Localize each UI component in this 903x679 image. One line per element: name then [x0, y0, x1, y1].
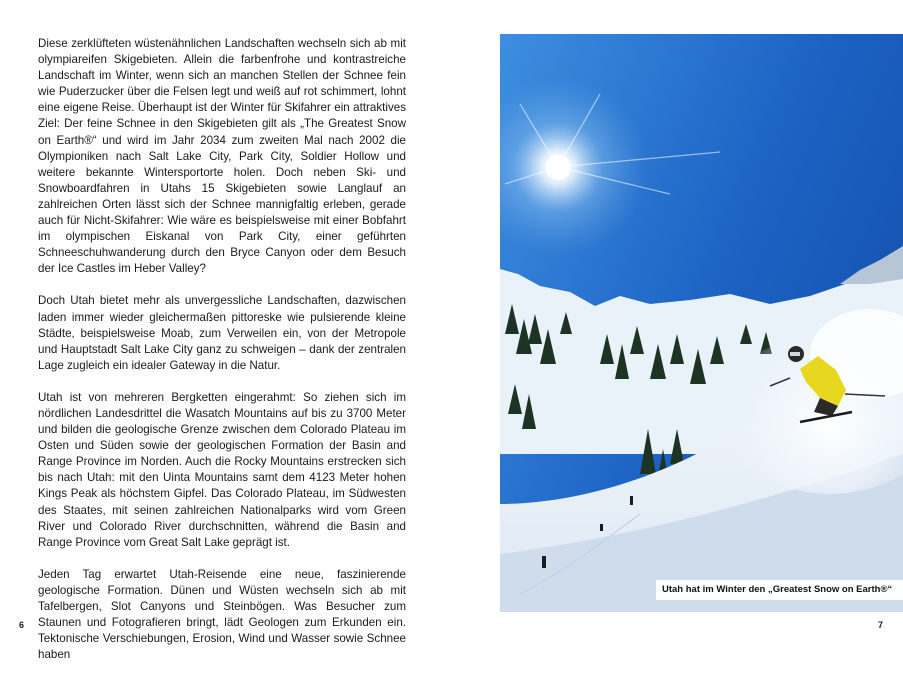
- photo-caption: Utah hat im Winter den „Greatest Snow on Earth®“: [656, 580, 903, 600]
- paragraph-3: Utah ist von mehreren Bergketten eingerahmt: So ziehen sich im nördlichen Landesdrittel die Wasatch Mountains auf bis zu 3700 Meter und bilden die geologische Grenze zwischen dem Colorado Plateau im Osten und Süden sowie der geologischen Formation der Basin and Range Province im Norden. Auch die Rocky Mountains erstrecken sich bis nach Utah: mit den Uinta Mountains samt dem 4123 Meter hohen Kings Peak als höchstem Gipfel. Das Colorado Plateau, im Südwesten des Staates, mit seinen zahlreichen Nationalparks wird vom Green River und Colorado River durchschnitten, während die Basin and Range Province vom Great Salt Lake geprägt ist.: [38, 390, 406, 549]
- paragraph-4: Jeden Tag erwartet Utah-Reisende eine neue, faszinierende geologische Formation. Dünen und Wüsten wechseln sich ab mit Tafelbergen, Slot Canyons und Steinbögen. Was Besucher zum Staunen und Fotografieren bringt, lädt Geologen zum Erkunden ein. Tektonische Verschiebungen, Erosion, Wind und Wasser sowie Schnee haben: [38, 567, 406, 662]
- paragraph-1: Diese zerklüfteten wüstenähnlichen Landschaften wechseln sich ab mit olympiareifen Skigebieten. Allein die farbenfrohe und kontrastreiche Landschaft im Winter, wenn sich an manchen Stellen der Schnee fein wie Puderzucker über die Felsen legt und weiß auf rot schimmert, lohnt eine eigene Reise. Überhaupt ist der Winter für Skifahrer ein attraktives Ziel: Der feine Schnee in den Skigebieten gilt als „The Greatest Snow on Earth®“ und wird im Jahr 2034 zum zweiten Mal nach 2002 die Olympioniken nach Salt Lake City, Park City, Soldier Hollow und weitere bekannte Wintersportorte holen. Doch neben Ski- und Snowboardfahren in Utahs 15 Skigebieten sowie Langlauf an zahlreichen Orten lässt sich der Schnee mannigfaltig erleben, gerade auch für Nicht-Skifahrer: Wie wäre es beispielsweise mit einer Bobfahrt im olympischen Eiskanal von Park City, einer geführten Schneeschuhwanderung durch den Bryce Canyon oder dem Besuch der Ice Castles im Heber Valley?: [38, 37, 406, 276]
- page-number-right: 7: [878, 620, 884, 630]
- page-number-left: 6: [19, 620, 25, 630]
- body-text: [38, 36, 406, 679]
- paragraph-2: Doch Utah bietet mehr als unvergessliche Landschaften, dazwischen laden immer wieder gleichermaßen pittoreske wie pulsierende kleine Städte, beispielsweise Moab, zum Verweilen ein, von der Metropole und Hauptstadt Salt Lake City ganz zu schweigen – dank der zentralen Lage zugleich ein idealer Gateway in die Natur.: [38, 294, 406, 372]
- skier-photo-illustration: [500, 34, 903, 612]
- skier-photo: [500, 34, 903, 612]
